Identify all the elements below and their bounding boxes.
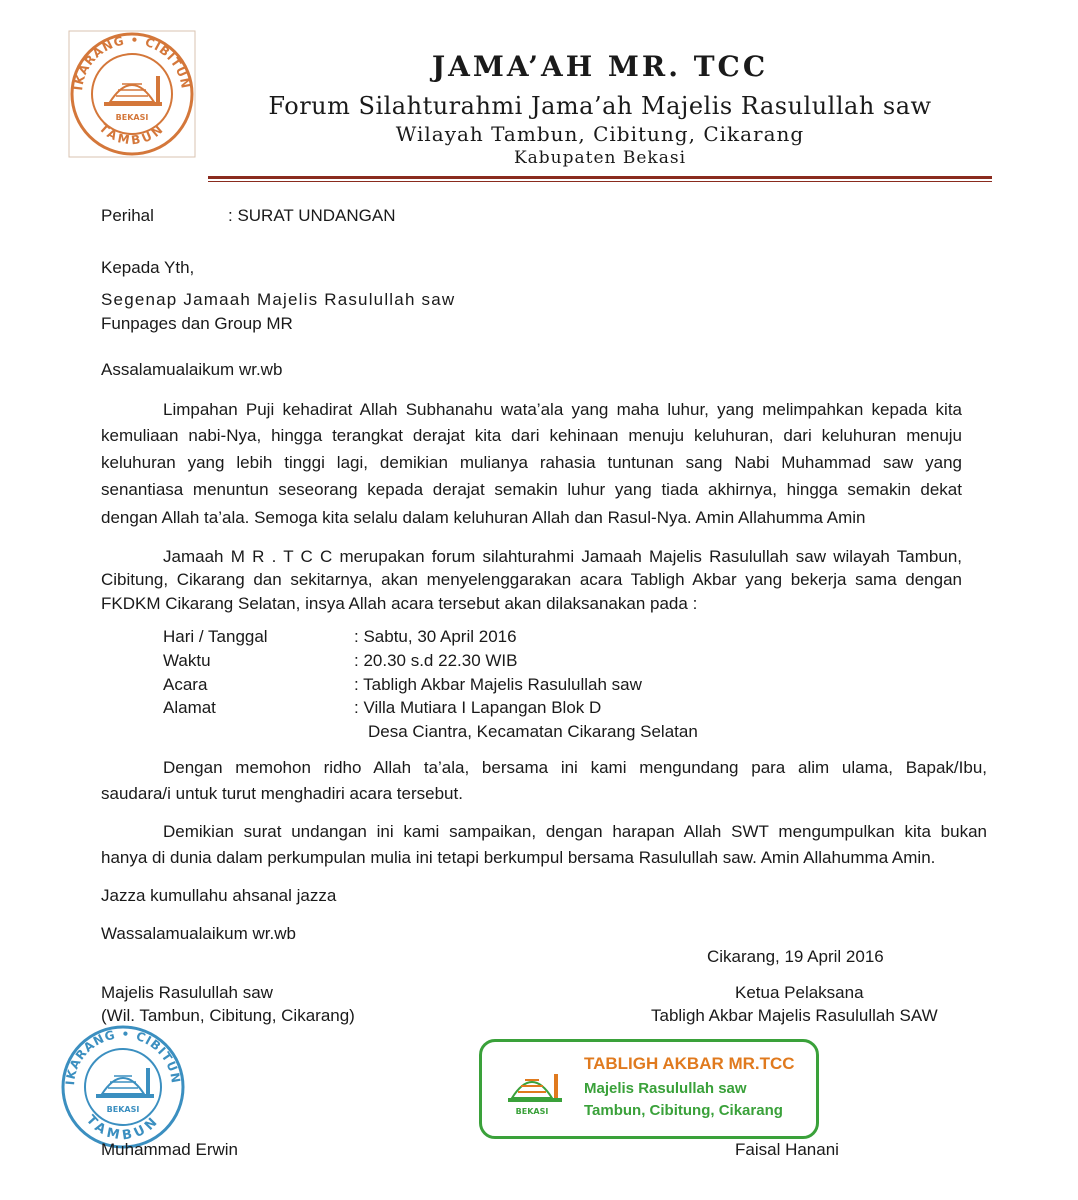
signatory-left-org: Majelis Rasulullah saw [101,983,273,1002]
greeting: Assalamualaikum wr.wb [101,360,283,379]
stamp-left-center-text: BEKASI [106,1105,140,1114]
header-rule-thick [208,176,992,179]
closing-prayer: Jazza kumullahu ahsanal jazza [101,886,337,905]
signatory-left-name: Muhammad Erwin [101,1140,238,1159]
logo-center-text: BEKASI [115,113,149,122]
signatory-right-title: Ketua Pelaksana [735,983,864,1002]
stamp-left [54,1022,192,1152]
detail-value-date: : Sabtu, 30 April 2016 [354,627,517,646]
stamp-right [479,1039,819,1139]
org-logo [68,30,196,158]
paragraph-line: Dengan memohon ridho Allah ta’ala, bersama ini kami mengundang para alim ulama, Bapak/Ibu, [163,758,987,777]
detail-label-event: Acara [163,675,208,694]
logo-bottom-text: TAMBUN [96,120,168,148]
paragraph-line: Limpahan Puji kehadirat Allah Subhanahu wata’ala yang maha luhur, yang melimpahkan kepada kita [163,400,962,419]
recipient-channels: Funpages dan Group MR [101,314,293,333]
forum-name: Forum Silahturahmi Jama’ah Majelis Rasulullah saw [268,92,932,120]
detail-value-address: : Villa Mutiara I Lapangan Blok D [354,698,602,717]
paragraph-line: hanya di dunia dalam perkumpulan mulia ini tetapi berkumpul bersama Rasulullah saw. Amin Allahumma Amin. [101,848,936,867]
signatory-left-region: (Wil. Tambun, Cibitung, Cikarang) [101,1006,355,1025]
place-date: Cikarang, 19 April 2016 [707,947,884,966]
detail-label-time: Waktu [163,651,211,670]
detail-value-event: : Tabligh Akbar Majelis Rasulullah saw [354,675,642,694]
paragraph-line: kemuliaan nabi-Nya, hingga terangkat derajat kita dari kehinaan menuju keluhuran, dari keluhuran menuju [101,426,962,445]
paragraph-line: dengan Allah ta’ala. Semoga kita selalu dalam keluhuran Allah dan Rasul-Nya. Amin Allahumma Amin [101,508,866,527]
detail-label-date: Hari / Tanggal [163,627,268,646]
region-line: Wilayah Tambun, Cibitung, Cikarang [395,122,805,146]
logo-top-text: IKARANG • CIBITUN [71,32,193,92]
stamp-right-mini: BEKASI [515,1107,549,1116]
paragraph-line: FKDKM Cikarang Selatan, insya Allah acara tersebut akan dilaksanakan pada : [101,594,698,613]
recipient-group: Segenap Jamaah Majelis Rasulullah saw [101,290,456,309]
subject-label: Perihal [101,206,154,225]
paragraph-line: Demikian surat undangan ini kami sampaikan, dengan harapan Allah SWT mengumpulkan kita bukan [163,822,987,841]
detail-label-address: Alamat [163,698,216,717]
paragraph-line: senantiasa menuntun seseorang kepada derajat semakin luhur yang tiada akhirnya, hingga semakin dekat [101,480,962,499]
org-title: JAMA’AH MR. TCC [431,50,769,83]
stamp-right-line1: Majelis Rasulullah saw [584,1080,747,1097]
paragraph-line: saudara/i untuk turut menghadiri acara tersebut. [101,784,463,803]
header-rule-thin [208,181,992,182]
closing-salam: Wassalamualaikum wr.wb [101,924,296,943]
recipient-salutation: Kepada Yth, [101,258,195,277]
stamp-left-bottom-text: TAMBUN [82,1112,164,1144]
regency-line: Kabupaten Bekasi [513,148,687,168]
paragraph-line: keluhuran yang lebih tinggi lagi, demikian mulianya rahasia tuntunan sang Nabi Muhammad saw yang [101,453,962,472]
paragraph-line: Cibitung, Cikarang dan sekitarnya, akan menyelenggarakan acara Tabligh Akbar yang bekerja sama dengan [101,570,962,589]
signatory-right-name: Faisal Hanani [735,1140,839,1159]
paragraph-line: Jamaah M R . T C C merupakan forum silahturahmi Jamaah Majelis Rasulullah saw wilayah Tambun, [163,547,962,566]
stamp-left-top-text: IKARANG • CIBITUN [62,1026,184,1086]
subject-value: : SURAT UNDANGAN [228,206,396,225]
signatory-right-event: Tabligh Akbar Majelis Rasulullah SAW [651,1006,938,1025]
detail-value-address-2: Desa Ciantra, Kecamatan Cikarang Selatan [368,722,698,741]
stamp-right-title: TABLIGH AKBAR MR.TCC [584,1054,795,1073]
detail-value-time: : 20.30 s.d 22.30 WIB [354,651,518,670]
mosque-icon [502,1056,566,1120]
stamp-right-line2: Tambun, Cibitung, Cikarang [584,1102,783,1119]
